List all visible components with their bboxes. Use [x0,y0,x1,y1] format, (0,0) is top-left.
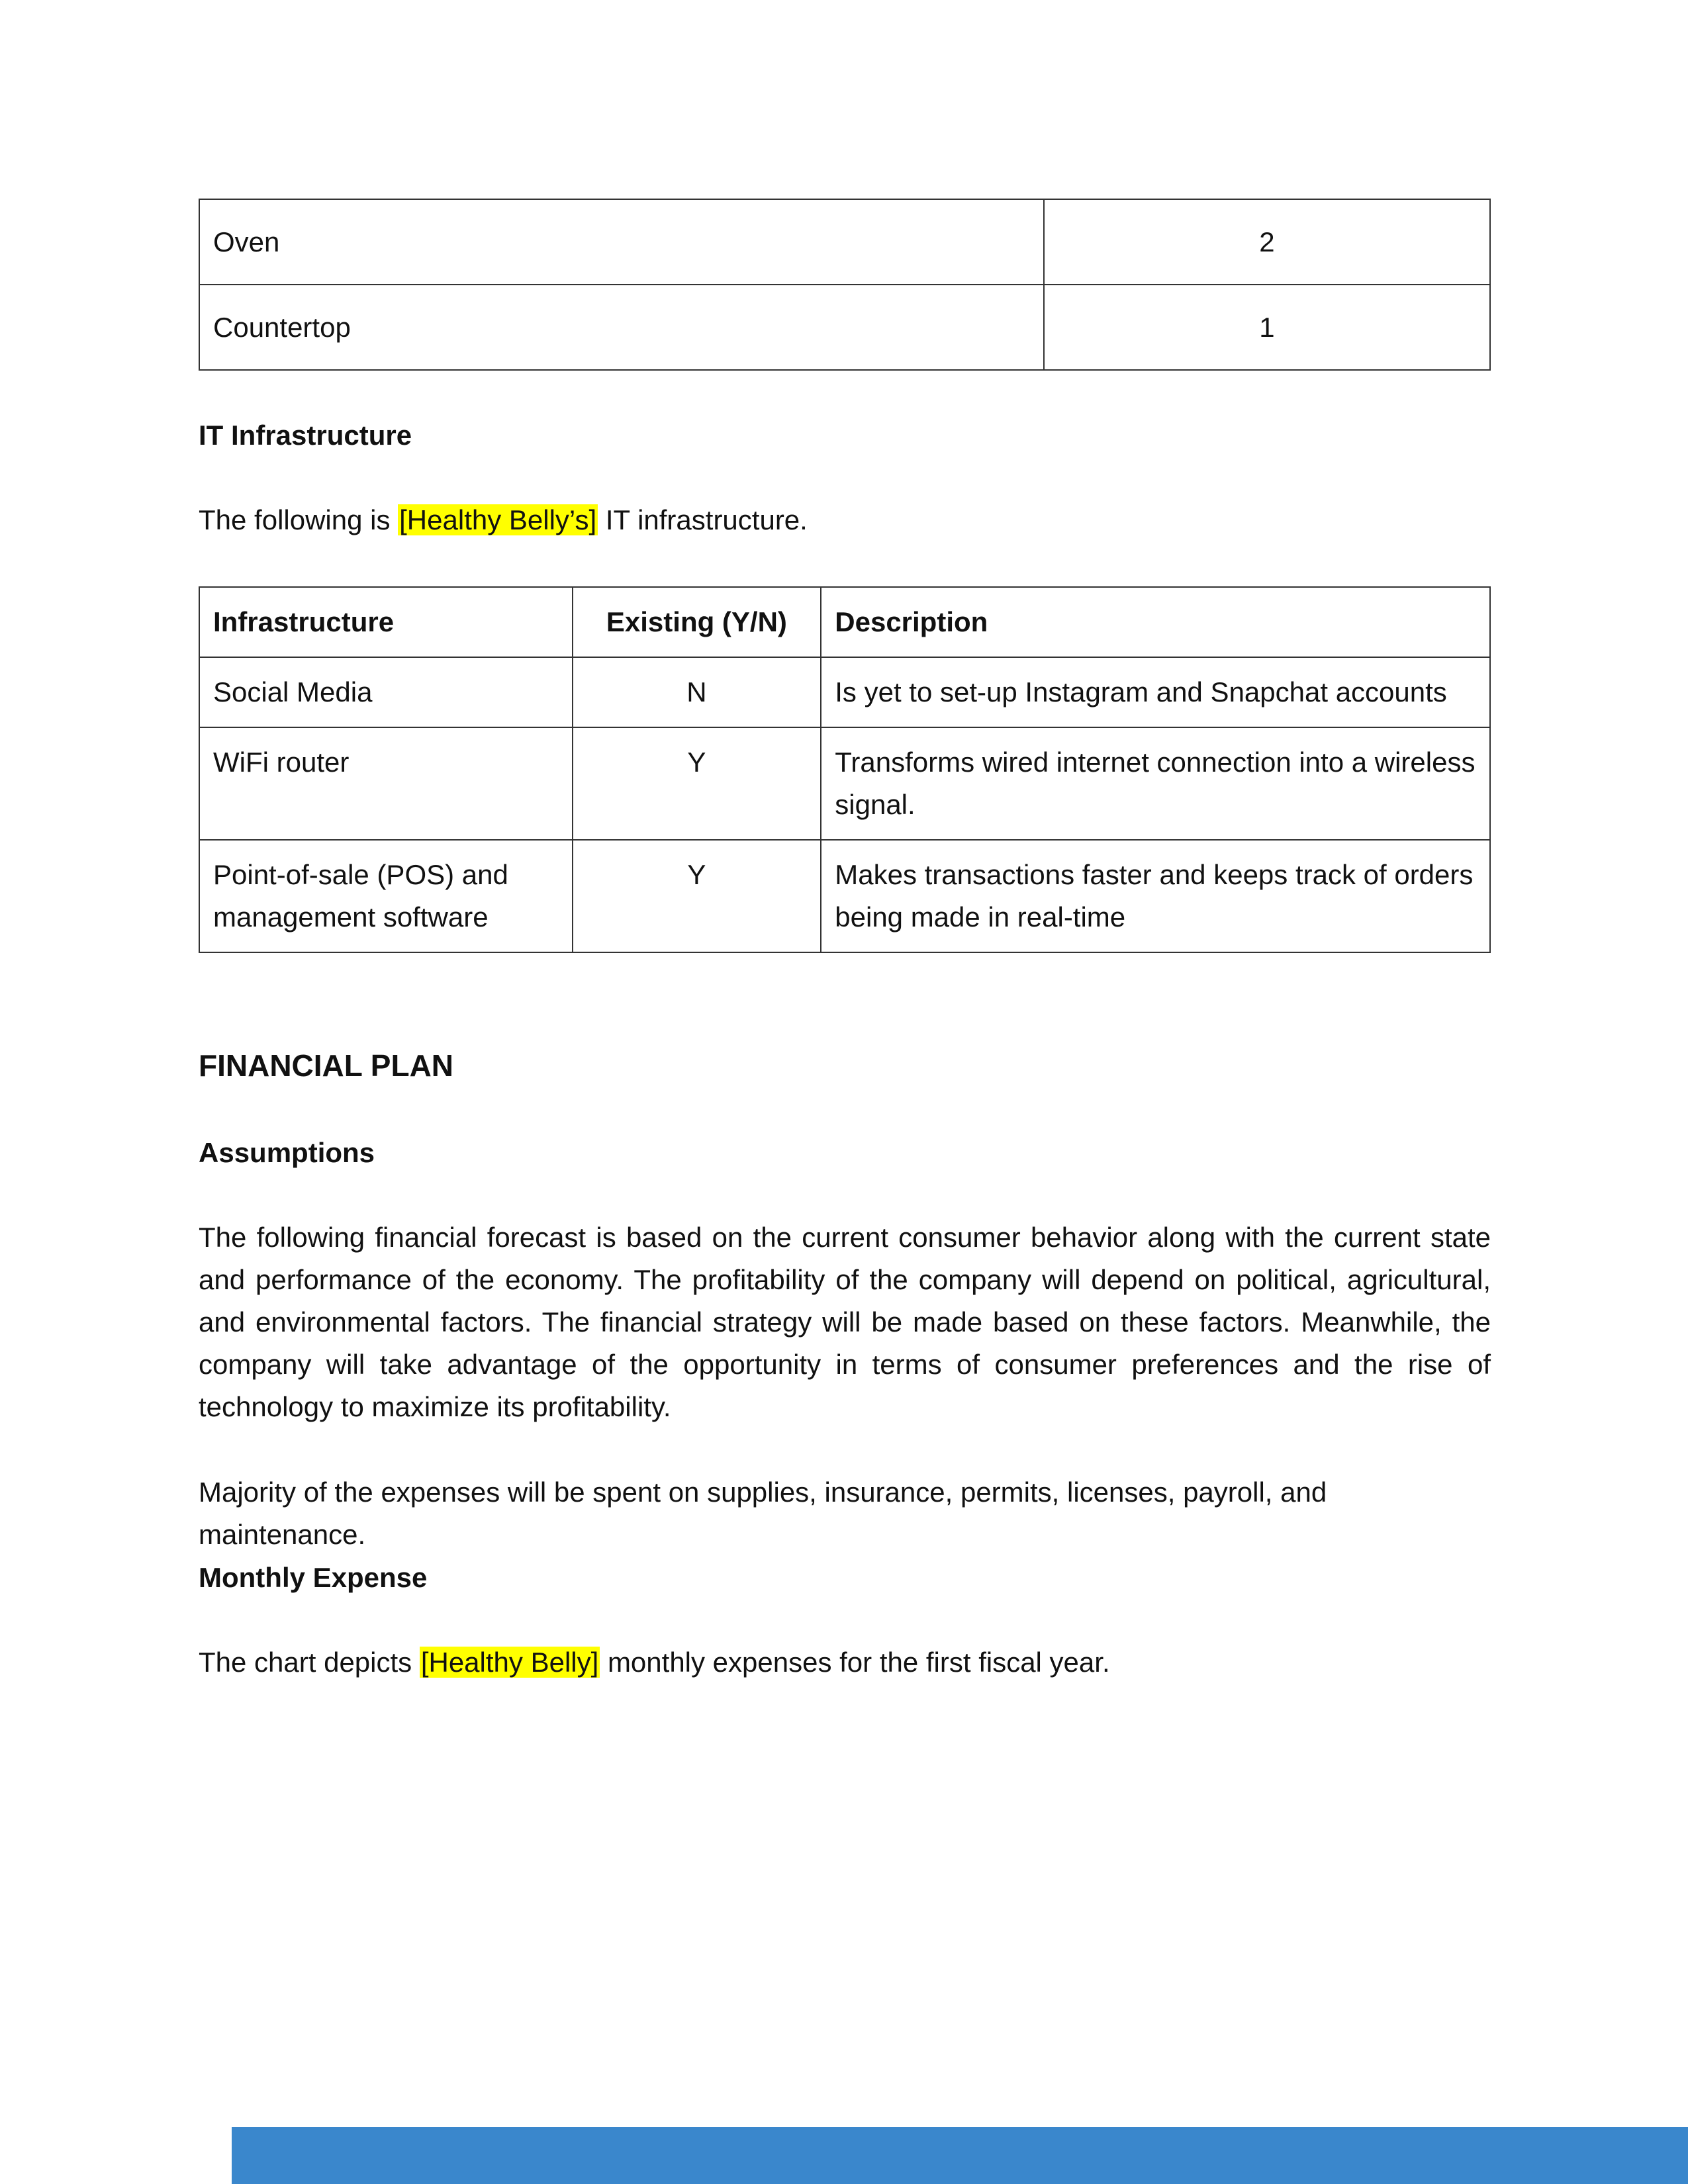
equipment-qty-cell: 2 [1044,199,1490,285]
equipment-item-cell: Countertop [199,285,1044,370]
footer-accent-bar [232,2127,1688,2184]
intro-text-after: IT infrastructure. [598,504,808,535]
monthly-text-before: The chart depicts [199,1647,420,1678]
equipment-item-cell: Oven [199,199,1044,285]
assumptions-paragraph: The following financial forecast is based on the current consumer behavior along with the current state and performance of the economy. The profitability of the company will depend on political, agricultural, and environmental factors. The financial strategy will be made based on these factors. Meanwhile, the company will take advantage of the opportunity in terms of consumer preferences and the rise of technology to maximize its profitability. [199,1222,1491,1422]
description-cell: Is yet to set-up Instagram and Snapchat accounts [821,657,1490,727]
table-header-row [199,587,1490,657]
equipment-qty-cell: 1 [1044,285,1490,370]
description-cell: Transforms wired internet connection into a wireless signal. [821,727,1490,840]
table-row [199,285,1490,370]
business-name-highlight: [Healthy Belly] [420,1647,599,1678]
monthly-text-after: monthly expenses for the first fiscal year. [600,1647,1110,1678]
monthly-expense-heading: Monthly Expense [199,1562,428,1593]
column-header-existing: Existing (Y/N) [573,587,821,657]
assumptions-heading: Assumptions [199,1137,375,1168]
existing-cell: Y [573,727,821,840]
column-header-description: Description [821,587,1490,657]
infrastructure-cell: WiFi router [199,727,573,840]
column-header-infrastructure: Infrastructure [199,587,573,657]
existing-cell: Y [573,840,821,952]
infrastructure-cell: Social Media [199,657,573,727]
table-row [199,840,1490,952]
it-infrastructure-table [199,586,1491,953]
expenses-paragraph: Majority of the expenses will be spent on supplies, insurance, permits, licenses, payroll, and maintenance. [199,1477,1327,1550]
it-infrastructure-heading: IT Infrastructure [199,420,412,451]
table-row [199,199,1490,285]
equipment-table [199,199,1491,371]
business-name-highlight: [Healthy Belly’s] [399,504,597,535]
existing-cell: N [573,657,821,727]
description-cell: Makes transactions faster and keeps track of orders being made in real-time [821,840,1490,952]
infrastructure-cell: Point-of-sale (POS) and management software [199,840,573,952]
table-row [199,657,1490,727]
monthly-expense-paragraph [199,1641,1491,1684]
intro-text-before: The following is [199,504,399,535]
it-intro-paragraph [199,499,1491,541]
financial-plan-heading: FINANCIAL PLAN [199,1048,454,1083]
table-row [199,727,1490,840]
